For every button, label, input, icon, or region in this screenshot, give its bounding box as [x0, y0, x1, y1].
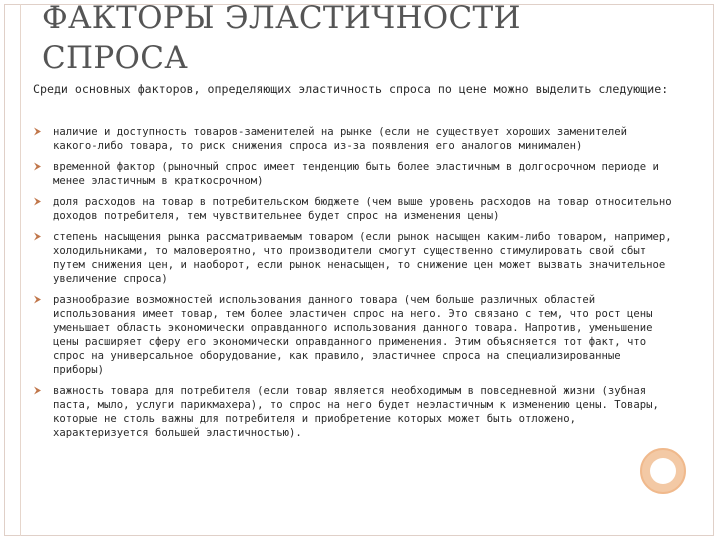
list-item-text: наличие и доступность товаров-заменителей на рынке (если не существует хороших заменителей какого-либо товара, то риск снижения спроса из-за появления его аналогов минимален) [53, 126, 628, 152]
arrow-bullet-icon [33, 197, 43, 207]
arrow-bullet-icon [33, 386, 43, 396]
list-item [33, 125, 673, 153]
factor-list [33, 125, 673, 447]
intro-text: Среди основных факторов, определяющих эластичность спроса по цене можно выделить следующие: [33, 82, 669, 96]
left-border-line [20, 4, 21, 536]
title-line-2: СПРОСА [42, 40, 189, 76]
arrow-bullet-icon [33, 232, 43, 242]
list-item-text: разнообразие возможностей использования данного товара (чем больше различных областей использования имеет товар, тем более эластичен спрос на него. Это связано с тем, что рост цены уменьшает область экономически оправданного использования данного товара. Напротив, уменьшение цены расширяет сферу его экономически оправданного применения. Этим объясняется тот факт, что спрос на универсальное оборудование, как правило, эластичнее спроса на специализированные приборы) [53, 294, 653, 376]
list-item-text: доля расходов на товар в потребительском бюджете (чем выше уровень расходов на товар относительно доходов потребителя, тем чувствительнее будет спрос на изменения цены) [53, 196, 672, 222]
title-line-1: ФАКТОРЫ ЭЛАСТИЧНОСТИ [42, 0, 521, 36]
list-item [33, 195, 673, 223]
list-item [33, 230, 673, 286]
list-item-text: важность товара для потребителя (если товар является необходимым в повседневной жизни (зубная паста, мыло, услуги парикмахера), то спрос на него будет неэластичным к изменению цены. Товары, которые не столь важны для потребителя и приобретение которых может быть отложено, характеризуется большей эластичностью). [53, 385, 659, 439]
list-item [33, 293, 673, 377]
list-item-text: степень насыщения рынка рассматриваемым товаром (если рынок насыщен каким-либо товаром, например, холодильниками, то маловероятно, что производители смогут существенно стимулировать свой сбыт путем снижения цен, и наоборот, если рынок ненасыщен, то снижение цен может вызвать значительное увеличение спроса) [53, 231, 672, 285]
list-item [33, 384, 673, 440]
circle-decoration [640, 448, 686, 494]
arrow-bullet-icon [33, 127, 43, 137]
list-item-text: временной фактор (рыночный спрос имеет тенденцию быть более эластичным в долгосрочном периоде и менее эластичным в краткосрочном) [53, 161, 659, 187]
arrow-bullet-icon [33, 162, 43, 172]
slide-title [42, 0, 521, 78]
arrow-bullet-icon [33, 295, 43, 305]
list-item [33, 160, 673, 188]
